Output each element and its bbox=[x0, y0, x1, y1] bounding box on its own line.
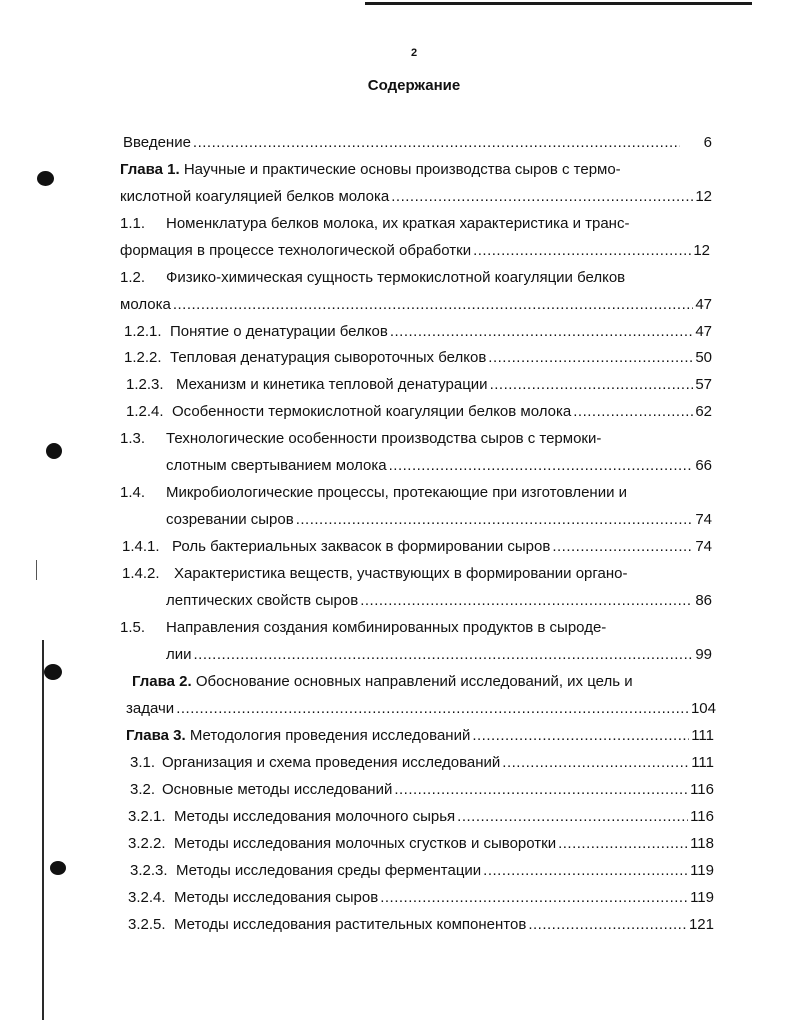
toc-number: 3.1. bbox=[130, 754, 156, 771]
toc-entry-1-3 bbox=[120, 427, 715, 451]
toc-leader bbox=[558, 832, 688, 856]
toc-label: Методы исследования молочных сгустков и сыворотки bbox=[174, 835, 557, 852]
toc-chapter-label: Глава 2. bbox=[132, 673, 192, 690]
toc-number: 1.5. bbox=[120, 619, 146, 636]
punch-hole-1 bbox=[37, 171, 54, 186]
toc-number: 3.2.1. bbox=[128, 808, 166, 825]
toc-page: 99 bbox=[695, 646, 712, 663]
toc-label: Методы исследования молочного сырья bbox=[174, 808, 456, 825]
toc-entry-1-2-3 bbox=[126, 373, 712, 397]
toc-label: созревании сыров bbox=[166, 511, 294, 528]
toc-label: слотным свертыванием молока bbox=[166, 457, 387, 474]
toc-leader bbox=[391, 185, 693, 209]
toc-page: 119 bbox=[690, 889, 714, 906]
toc-page: 47 bbox=[695, 296, 712, 313]
toc-entry-1-4-2-cont bbox=[166, 589, 712, 613]
toc-leader bbox=[173, 293, 693, 317]
toc-page: 121 bbox=[688, 916, 714, 933]
toc-label: Особенности термокислотной коагуляции белков молока bbox=[172, 403, 572, 420]
toc-entry-1-4-cont bbox=[166, 508, 712, 532]
toc-page: 47 bbox=[695, 323, 712, 340]
toc-leader bbox=[573, 400, 693, 424]
toc-entry-3-2-2 bbox=[128, 832, 714, 856]
toc-number: 3.2. bbox=[130, 781, 156, 798]
toc-entry-1-2-cont bbox=[120, 293, 712, 317]
toc-leader bbox=[502, 751, 689, 775]
toc-entry-1-2-1 bbox=[124, 320, 712, 344]
toc-page: 74 bbox=[695, 538, 712, 555]
toc-label: Технологические особенности производства сыров с термоки- bbox=[166, 430, 602, 447]
toc-entry-1-2-2 bbox=[124, 346, 712, 370]
toc-label: Методы исследования растительных компонентов bbox=[174, 916, 527, 933]
toc-page: 66 bbox=[695, 457, 712, 474]
toc-entry-ch1 bbox=[120, 158, 715, 182]
toc-label: Научные и практические основы производства сыров с термо- bbox=[183, 161, 621, 178]
toc-page: 62 bbox=[695, 403, 712, 420]
toc-entry-1-5-cont bbox=[166, 643, 712, 667]
toc-entry-ch2 bbox=[132, 670, 716, 694]
toc-number: 3.2.4. bbox=[128, 889, 166, 906]
toc-number: 3.2.5. bbox=[128, 916, 166, 933]
toc-leader bbox=[394, 778, 688, 802]
toc-label: Понятие о денатурации белков bbox=[170, 323, 388, 340]
punch-hole-3 bbox=[44, 664, 62, 680]
toc-label: Введение bbox=[123, 134, 191, 151]
toc-leader bbox=[472, 724, 689, 748]
toc-entry-ch3 bbox=[126, 724, 714, 748]
toc-label: кислотной коагуляцией белков молока bbox=[120, 188, 390, 205]
toc-label: формация в процессе технологической обработки bbox=[120, 242, 472, 259]
scan-mark bbox=[36, 560, 37, 580]
toc-page: 111 bbox=[691, 727, 714, 744]
toc-label: Тепловая денатурация сывороточных белков bbox=[170, 349, 487, 366]
toc-entry-ch2-cont bbox=[126, 697, 716, 721]
toc-entry-1-2 bbox=[120, 266, 715, 290]
toc-label: Физико-химическая сущность термокислотной коагуляции белков bbox=[166, 269, 626, 286]
toc-page: 118 bbox=[690, 835, 714, 852]
toc-page: 111 bbox=[691, 754, 714, 771]
toc-entry-3-1 bbox=[130, 751, 714, 775]
toc-leader bbox=[380, 886, 688, 910]
scan-edge-left bbox=[42, 640, 44, 1020]
toc-number: 1.2.1. bbox=[124, 323, 162, 340]
toc-number: 3.2.3. bbox=[130, 862, 168, 879]
toc-label: Методы исследования среды ферментации bbox=[176, 862, 482, 879]
toc-leader bbox=[176, 697, 689, 721]
toc-leader bbox=[490, 373, 694, 397]
toc-leader bbox=[193, 131, 680, 155]
toc-leader bbox=[194, 643, 694, 667]
toc-entry-3-2-1 bbox=[128, 805, 714, 829]
toc-number: 1.1. bbox=[120, 215, 146, 232]
scan-edge-top bbox=[365, 2, 752, 5]
toc-number: 1.2.3. bbox=[126, 376, 164, 393]
toc-label: молока bbox=[120, 296, 171, 313]
toc-label: Роль бактериальных заквасок в формировании сыров bbox=[172, 538, 551, 555]
toc-label: Методология проведения исследований bbox=[189, 727, 471, 744]
toc-label: Организация и схема проведения исследований bbox=[162, 754, 501, 771]
toc-page: 74 bbox=[695, 511, 712, 528]
toc-entry-1-4-2 bbox=[122, 562, 715, 586]
toc-entry-1-4-1 bbox=[122, 535, 712, 559]
toc-leader bbox=[473, 239, 691, 263]
toc-page: 86 bbox=[695, 592, 712, 609]
toc-page: 6 bbox=[703, 134, 712, 151]
toc-page: 50 bbox=[695, 349, 712, 366]
toc-entry-ch1-cont bbox=[120, 185, 712, 209]
toc-label: лептических свойств сыров bbox=[166, 592, 359, 609]
toc-entry-1-3-cont bbox=[166, 454, 712, 478]
toc-leader bbox=[389, 454, 694, 478]
toc-chapter-label: Глава 1. bbox=[120, 161, 180, 178]
toc-entry-3-2-4 bbox=[128, 886, 714, 910]
toc-label: лии bbox=[166, 646, 192, 663]
toc-leader bbox=[488, 346, 693, 370]
toc-label: Основные методы исследований bbox=[162, 781, 393, 798]
toc-leader bbox=[360, 589, 693, 613]
toc-label: Характеристика веществ, участвующих в формировании органо- bbox=[174, 565, 628, 582]
toc-number: 1.4.1. bbox=[122, 538, 160, 555]
toc-entry-3-2-3 bbox=[130, 859, 714, 883]
toc-leader bbox=[552, 535, 693, 559]
toc-number: 3.2.2. bbox=[128, 835, 166, 852]
page-number: 2 bbox=[410, 47, 418, 59]
toc-number: 1.2.4. bbox=[126, 403, 164, 420]
toc-label: задачи bbox=[126, 700, 175, 717]
toc-entry-1-1 bbox=[120, 212, 715, 236]
toc-page: 116 bbox=[690, 781, 714, 798]
toc-entry-1-4 bbox=[120, 481, 715, 505]
toc-number: 1.2.2. bbox=[124, 349, 162, 366]
toc-label: Номенклатура белков молока, их краткая характеристика и транс- bbox=[166, 215, 630, 232]
toc-label: Механизм и кинетика тепловой денатурации bbox=[176, 376, 488, 393]
punch-hole-2 bbox=[46, 443, 62, 459]
toc-number: 1.4. bbox=[120, 484, 146, 501]
toc-number: 1.3. bbox=[120, 430, 146, 447]
toc-leader bbox=[528, 913, 687, 937]
toc-page: 12 bbox=[695, 188, 712, 205]
page-title: Содержание bbox=[367, 77, 461, 94]
toc-entry-1-5 bbox=[120, 616, 715, 640]
toc-page: 104 bbox=[690, 700, 716, 717]
toc-leader bbox=[457, 805, 688, 829]
toc-chapter-label: Глава 3. bbox=[126, 727, 186, 744]
toc-label: Обоснование основных направлений исследований, их цель и bbox=[195, 673, 633, 690]
toc-entry-3-2 bbox=[130, 778, 714, 802]
toc-page: 119 bbox=[690, 862, 714, 879]
toc-leader bbox=[390, 320, 693, 344]
toc-number: 1.2. bbox=[120, 269, 146, 286]
toc-label: Микробиологические процессы, протекающие при изготовлении и bbox=[166, 484, 628, 501]
toc-entry-1-1-cont bbox=[120, 239, 710, 263]
toc-page: 12 bbox=[693, 242, 710, 259]
toc-page: 57 bbox=[695, 376, 712, 393]
toc-page: 116 bbox=[690, 808, 714, 825]
toc-leader bbox=[483, 859, 688, 883]
toc-entry-intro bbox=[123, 131, 712, 155]
toc-label: Направления создания комбинированных продуктов в сыроде- bbox=[166, 619, 607, 636]
punch-hole-4 bbox=[50, 861, 66, 875]
toc-number: 1.4.2. bbox=[122, 565, 160, 582]
toc-leader bbox=[296, 508, 694, 532]
toc-entry-3-2-5 bbox=[128, 913, 714, 937]
toc-entry-1-2-4 bbox=[126, 400, 712, 424]
toc-label: Методы исследования сыров bbox=[174, 889, 379, 906]
